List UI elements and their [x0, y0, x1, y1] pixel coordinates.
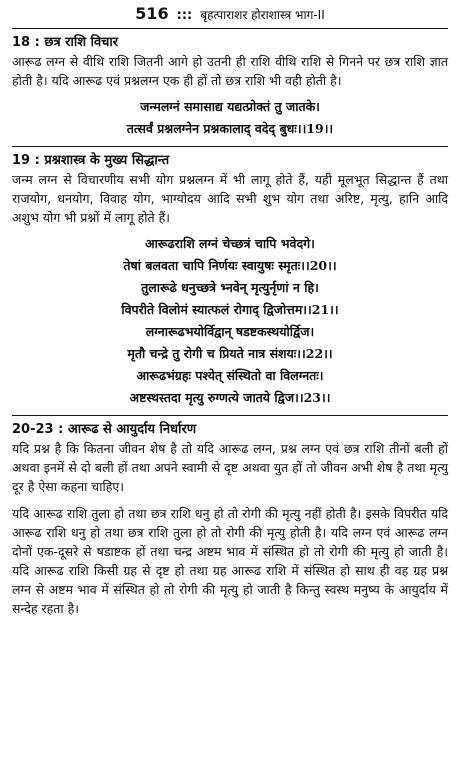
- paragraph-gap: [12, 496, 448, 504]
- verse-line: लग्नारूढभयोर्विद्वान् षडष्टकस्थयोर्द्विज।: [145, 324, 315, 339]
- section-heading: 18 : छत्र राशि विचार: [12, 35, 119, 50]
- verse-line: आरूढराशि लग्नं चेच्छत्रं चापि भवेदगे।: [145, 236, 315, 251]
- paragraph: जन्म लग्न से विचारणीय सभी योग प्रश्नलग्न में भी लागू होते हैं, यही मूलभूत सिद्धान्त हैं तथा राजयोग, धनयोग, विवाह योग, भाग्योदय आदि सभी शुभ योग तथा अरिष्ट, मृत्यु, हानि आदि अशुभ योग भी प्रश्नों में लागू होते हैं।: [12, 172, 448, 225]
- verse-line: तुलारूढे धनुच्छत्रे भ्नवेन् मृत्युर्नृणां न हि।: [141, 280, 319, 295]
- verse-line: मृतौ चन्द्रे तु रोगी च प्रियते नात्र संशयः।।22।।: [127, 346, 333, 361]
- page-header: [12, 4, 448, 26]
- verse-line: तत्सर्वं प्रश्नलग्नेन प्रश्नकालाद् वदेद् बुधः।।19।।: [126, 121, 334, 136]
- sanskrit-verse: [12, 233, 448, 409]
- section-heading: 19 : प्रश्नशास्त्र के मुख्य सिद्धान्त: [12, 153, 170, 168]
- section-heading: 20-23 : आरूढ से आयुर्दाय निर्धारण: [12, 422, 197, 437]
- paragraph: यदि आरूढ राशि तुला हो तथा छत्र राशि धनु हो तो रोगी की मृत्यु नहीं होती है। इसके विपरीत यदि आरूढ राशि धनु हो तथा छत्र राशि तुला हो तो रोगी की मृत्यु होती है। यदि लग्न एवं आरूढ लग्न दोनों एक-दूसरे से षडाष्टक हों तथा चन्द्र अष्टम भाव में संस्थित हो तो रोगी की मृत्यु हो जाती है। यदि आरूढ राशि किसी ग्रह से दृष्ट हो तथा ग्रह आरूढ राशि में संस्थित हो साथ ही वह ग्रह प्रश्न लग्न से अष्टम भाव में संस्थित हो तो रोगी की मृत्यु हो जाती है किन्तु स्वस्थ मनुष्य के आयुर्दाय में सन्देह रहता है।: [12, 506, 448, 616]
- verse-line: जन्मलग्नं समासाद्य यद्यत्प्रोक्तं तु जातके।: [140, 99, 320, 114]
- section-18: [12, 33, 448, 140]
- section-20-23: [12, 420, 448, 618]
- page-number: 516: [135, 4, 169, 23]
- verse-line: विपरीते विलोमं स्यात्फलं रोगाद् द्विजोत्तम।।21।।: [121, 302, 339, 317]
- header-rule: [12, 28, 448, 29]
- verse-line: आरूढभंग्रहः पश्येत् संस्थितो वा विलग्नतः।: [136, 368, 324, 383]
- sanskrit-verse: [12, 96, 448, 140]
- section-rule: [12, 146, 448, 147]
- header-separator: :::: [176, 8, 193, 23]
- section-19: [12, 151, 448, 409]
- section-rule: [12, 415, 448, 416]
- paragraph: आरूढ लग्न से वीथि राशि जितनी आगे हो उतनी ही राशि वीथि राशि से गिनने पर छत्र राशि ज्ञात होती है। यदि आरूढ एवं प्रश्नलग्न एक ही हों तो छत्र राशि भी वही होती है।: [12, 54, 448, 88]
- paragraph: यदि प्रश्न है कि कितना जीवन शेष है तो यदि आरूढ लग्न, प्रश्न लग्न एवं छत्र राशि तीनों बली हों अथवा इनमें से दो बली हों तथा अपने स्वामी से दृष्ट अथवा युत हों तो जीवन अभी शेष है तथा मृत्यु दूर है ऐसा कहना चाहिए।: [12, 441, 448, 494]
- book-title: बृहत्पाराशर होराशास्त्र भाग-II: [200, 8, 325, 22]
- verse-line: अष्टस्थस्तदा मृत्यु रुग्णत्ये जातये द्विज।।23।।: [129, 390, 331, 405]
- verse-line: तेषां बलवता चापि निर्णयः स्वायुषः स्मृतः।।20।।: [123, 258, 337, 273]
